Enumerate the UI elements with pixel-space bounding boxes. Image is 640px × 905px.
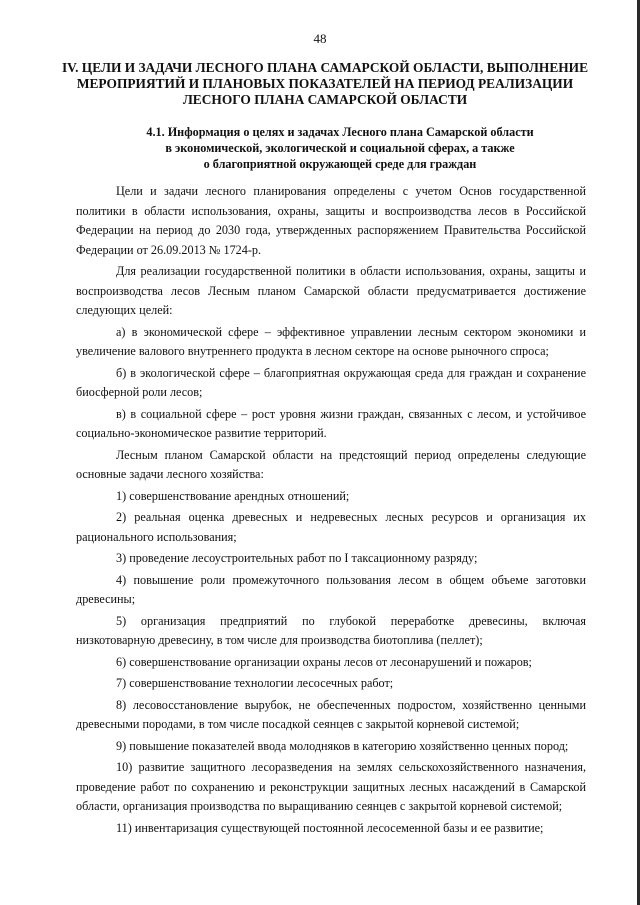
subsection-title-line: в экономической, экологической и социальной сферах, а также bbox=[165, 141, 515, 155]
list-item: 1) совершенствование арендных отношений; bbox=[116, 488, 350, 503]
list-item: 7) совершенствование технологии лесосечных работ; bbox=[116, 676, 394, 690]
subsection-title-line: о благоприятной окружающей среде для граждан bbox=[203, 157, 477, 171]
list-item: в) в социальной сфере – рост уровня жизни граждан, связанных с лесом, и устойчивое социально-экономическое развитие территорий. bbox=[76, 406, 586, 440]
list-item: б) в экологической сфере – благоприятная окружающая среда для граждан и сохранение биосферной роли лесов; bbox=[76, 365, 586, 399]
list-item: 6) совершенствование организации охраны лесов от лесонарушений и пожаров; bbox=[116, 654, 532, 669]
list-item: 3) проведение лесоустроительных работ по I таксационному разряду; bbox=[116, 551, 478, 565]
page-number: 48 bbox=[313, 31, 327, 46]
paragraph: Лесным планом Самарской области на предстоящий период определены следующие основные задачи лесного хозяйства: bbox=[76, 447, 586, 481]
section-title-line: ЛЕСНОГО ПЛАНА САМАРСКОЙ ОБЛАСТИ bbox=[182, 92, 468, 107]
list-item: 11) инвентаризация существующей постоянной лесосеменной базы и ее развитие; bbox=[116, 820, 544, 835]
body-text bbox=[76, 182, 586, 840]
list-item: 4) повышение роли промежуточного пользования лесом в общем объеме заготовки древесины; bbox=[76, 572, 586, 606]
subsection-title-line: 4.1. Информация о целях и задачах Лесного плана Самарской области bbox=[146, 125, 534, 139]
list-item: 8) лесовосстановление вырубок, не обеспеченных подростом, хозяйственно ценными древесными породами, в том числе посадкой сеянцев с закрытой корневой системой; bbox=[76, 697, 586, 731]
list-item: 10) развитие защитного лесоразведения на землях сельскохозяйственного назначения, проведение работ по сохранению и реконструкции защитных лесных насаждений в Самарской области, организация производства по выращиванию сеянцев с закрытой корневой системой; bbox=[76, 760, 586, 813]
section-title-line: МЕРОПРИЯТИЙ И ПЛАНОВЫХ ПОКАЗАТЕЛЕЙ НА ПЕРИОД РЕАЛИЗАЦИИ bbox=[76, 76, 574, 91]
list-item: а) в экономической сфере – эффективное управлении лесным сектором экономики и увеличение валового внутреннего продукта в лесном секторе на основе рыночного спроса; bbox=[76, 324, 586, 358]
list-item: 5) организация предприятий по глубокой переработке древесины, включая низкотоварную древесину, в том числе для производства биотоплива (пеллет); bbox=[76, 613, 586, 647]
section-title bbox=[60, 60, 590, 108]
paragraph: Для реализации государственной политики в области использования, охраны, защиты и воспроизводства лесов Лесным планом Самарской области предусматривается достижение следующих целей: bbox=[76, 264, 586, 317]
list-item: 9) повышение показателей ввода молодняков в категорию хозяйственно ценных пород; bbox=[116, 738, 569, 753]
paragraph: Цели и задачи лесного планирования определены с учетом Основ государственной политики в области использования, охраны, защиты и воспроизводства лесов в Российской Федерации на период до 2030 года, утвержденных распоряжением Правительства Российской Федерации от 26.09.2013 № 1724-р. bbox=[76, 184, 586, 257]
list-item: 2) реальная оценка древесных и недревесных лесных ресурсов и организация их рационального использования; bbox=[76, 510, 586, 544]
subsection-title bbox=[90, 124, 590, 172]
section-title-line: IV. ЦЕЛИ И ЗАДАЧИ ЛЕСНОГО ПЛАНА САМАРСКОЙ ОБЛАСТИ, ВЫПОЛНЕНИЕ bbox=[61, 60, 589, 75]
